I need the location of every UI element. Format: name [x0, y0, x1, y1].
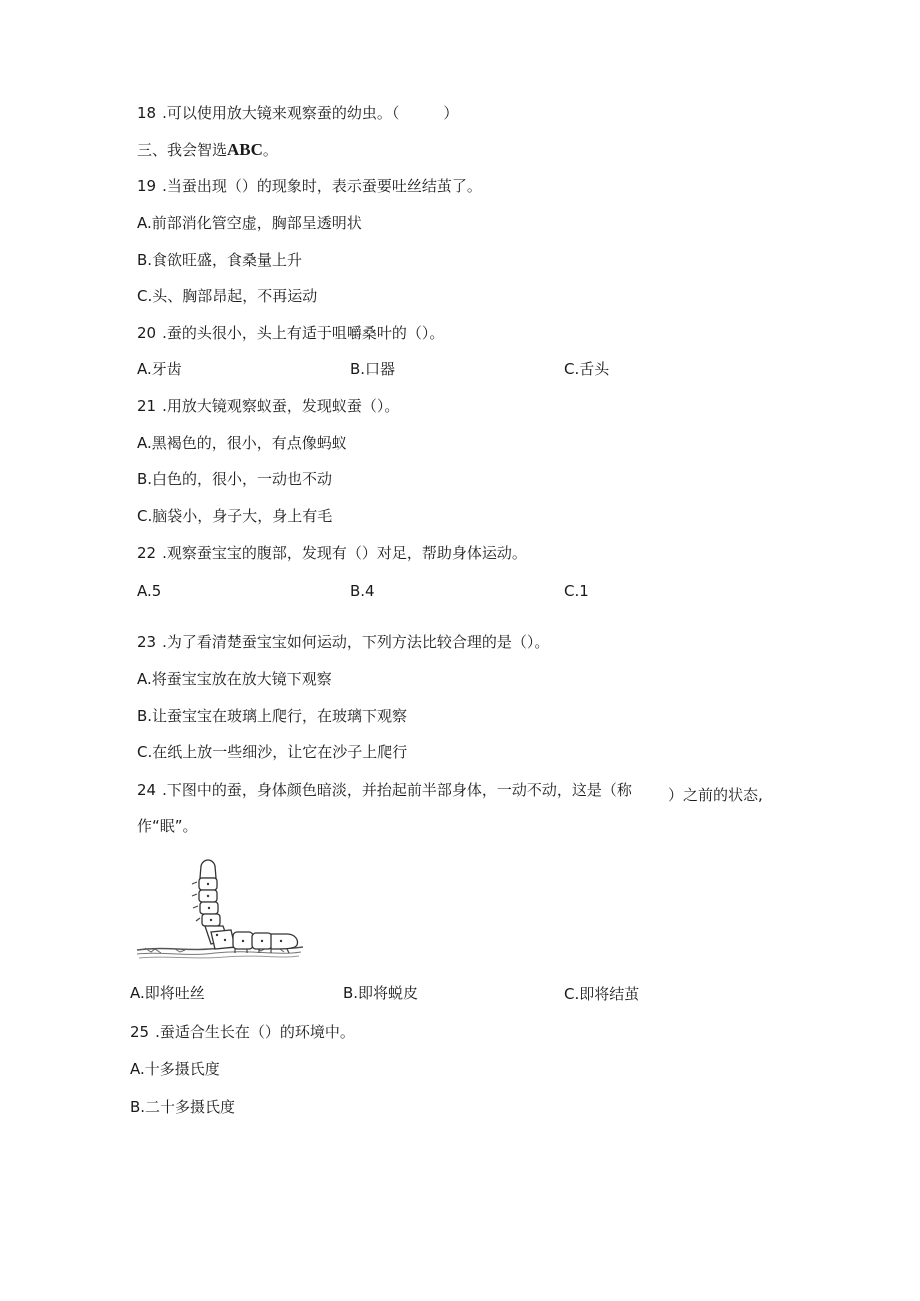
option-b: B.让蚕宝宝在玻璃上爬行，在玻璃下观察 — [137, 707, 408, 725]
option-b: B.口器 — [350, 360, 396, 378]
question-text: .观察蚕宝宝的腹部，发现有（）对足，帮助身体运动。 — [162, 544, 527, 562]
question-text: .可以使用放大镜来观察蚕的幼虫。（ — [162, 104, 400, 122]
option-b: B.二十多摄氏度 — [130, 1098, 236, 1116]
option-c: C.在纸上放一些细沙，让它在沙子上爬行 — [137, 743, 408, 761]
option-c: C.1 — [564, 582, 589, 600]
question-text: .用放大镜观察蚁蚕，发现蚁蚕（）。 — [162, 397, 400, 415]
question-number: 22 — [137, 544, 157, 562]
option-c: C.头、胸部昂起，不再运动 — [137, 287, 318, 305]
question-number: 21 — [137, 397, 157, 415]
option-a: A.牙齿 — [137, 360, 182, 378]
option-b: B.食欲旺盛，食桑量上升 — [137, 251, 303, 269]
question-text: .为了看清楚蚕宝宝如何运动，下列方法比较合理的是（）。 — [162, 633, 550, 651]
question-text-line2: 作“眠”。 — [137, 817, 198, 835]
question-number: 23 — [137, 633, 157, 651]
option-a: A.将蚕宝宝放在放大镜下观察 — [137, 670, 332, 688]
question-text: .下图中的蚕，身体颜色暗淡，并抬起前半部身体，一动不动，这是（称 — [162, 781, 632, 799]
section-heading-abc: ABC — [227, 140, 263, 159]
option-b: B.白色的，很小，一动也不动 — [137, 470, 333, 488]
question-text: .当蚕出现（）的现象时，表示蚕要吐丝结茧了。 — [162, 177, 482, 195]
silkworm-figure — [135, 852, 305, 967]
answer-blank-close: ） — [443, 104, 459, 122]
section-heading: 三、我会智选ABC。 — [137, 140, 278, 159]
option-a: A.前部消化管空虚，胸部呈透明状 — [137, 214, 362, 232]
question-number: 18 — [137, 104, 157, 122]
silkworm-body — [199, 860, 298, 949]
question-number: 25 — [130, 1023, 150, 1041]
question-number: 20 — [137, 324, 157, 342]
option-c: C.舌头 — [564, 360, 610, 378]
question-number: 19 — [137, 177, 157, 195]
option-b: B.即将蜕皮 — [343, 984, 419, 1002]
option-a: A.十多摄氏度 — [130, 1060, 220, 1078]
option-a: A.5 — [137, 582, 162, 600]
question-text: .蚕适合生长在（）的环境中。 — [155, 1023, 355, 1041]
option-c: C.脑袋小，身子大，身上有毛 — [137, 507, 333, 525]
question-text-tail: ）之前的状态, — [668, 786, 763, 804]
question-text: .蚕的头很小，头上有适于咀嚼桑叶的（）。 — [162, 324, 445, 342]
option-a: A.即将吐丝 — [130, 984, 205, 1002]
question-number: 24 — [137, 781, 157, 799]
option-a: A.黑褐色的，很小，有点像蚂蚁 — [137, 434, 347, 452]
option-b: B.4 — [350, 582, 375, 600]
option-c: C.即将结茧 — [564, 985, 640, 1003]
